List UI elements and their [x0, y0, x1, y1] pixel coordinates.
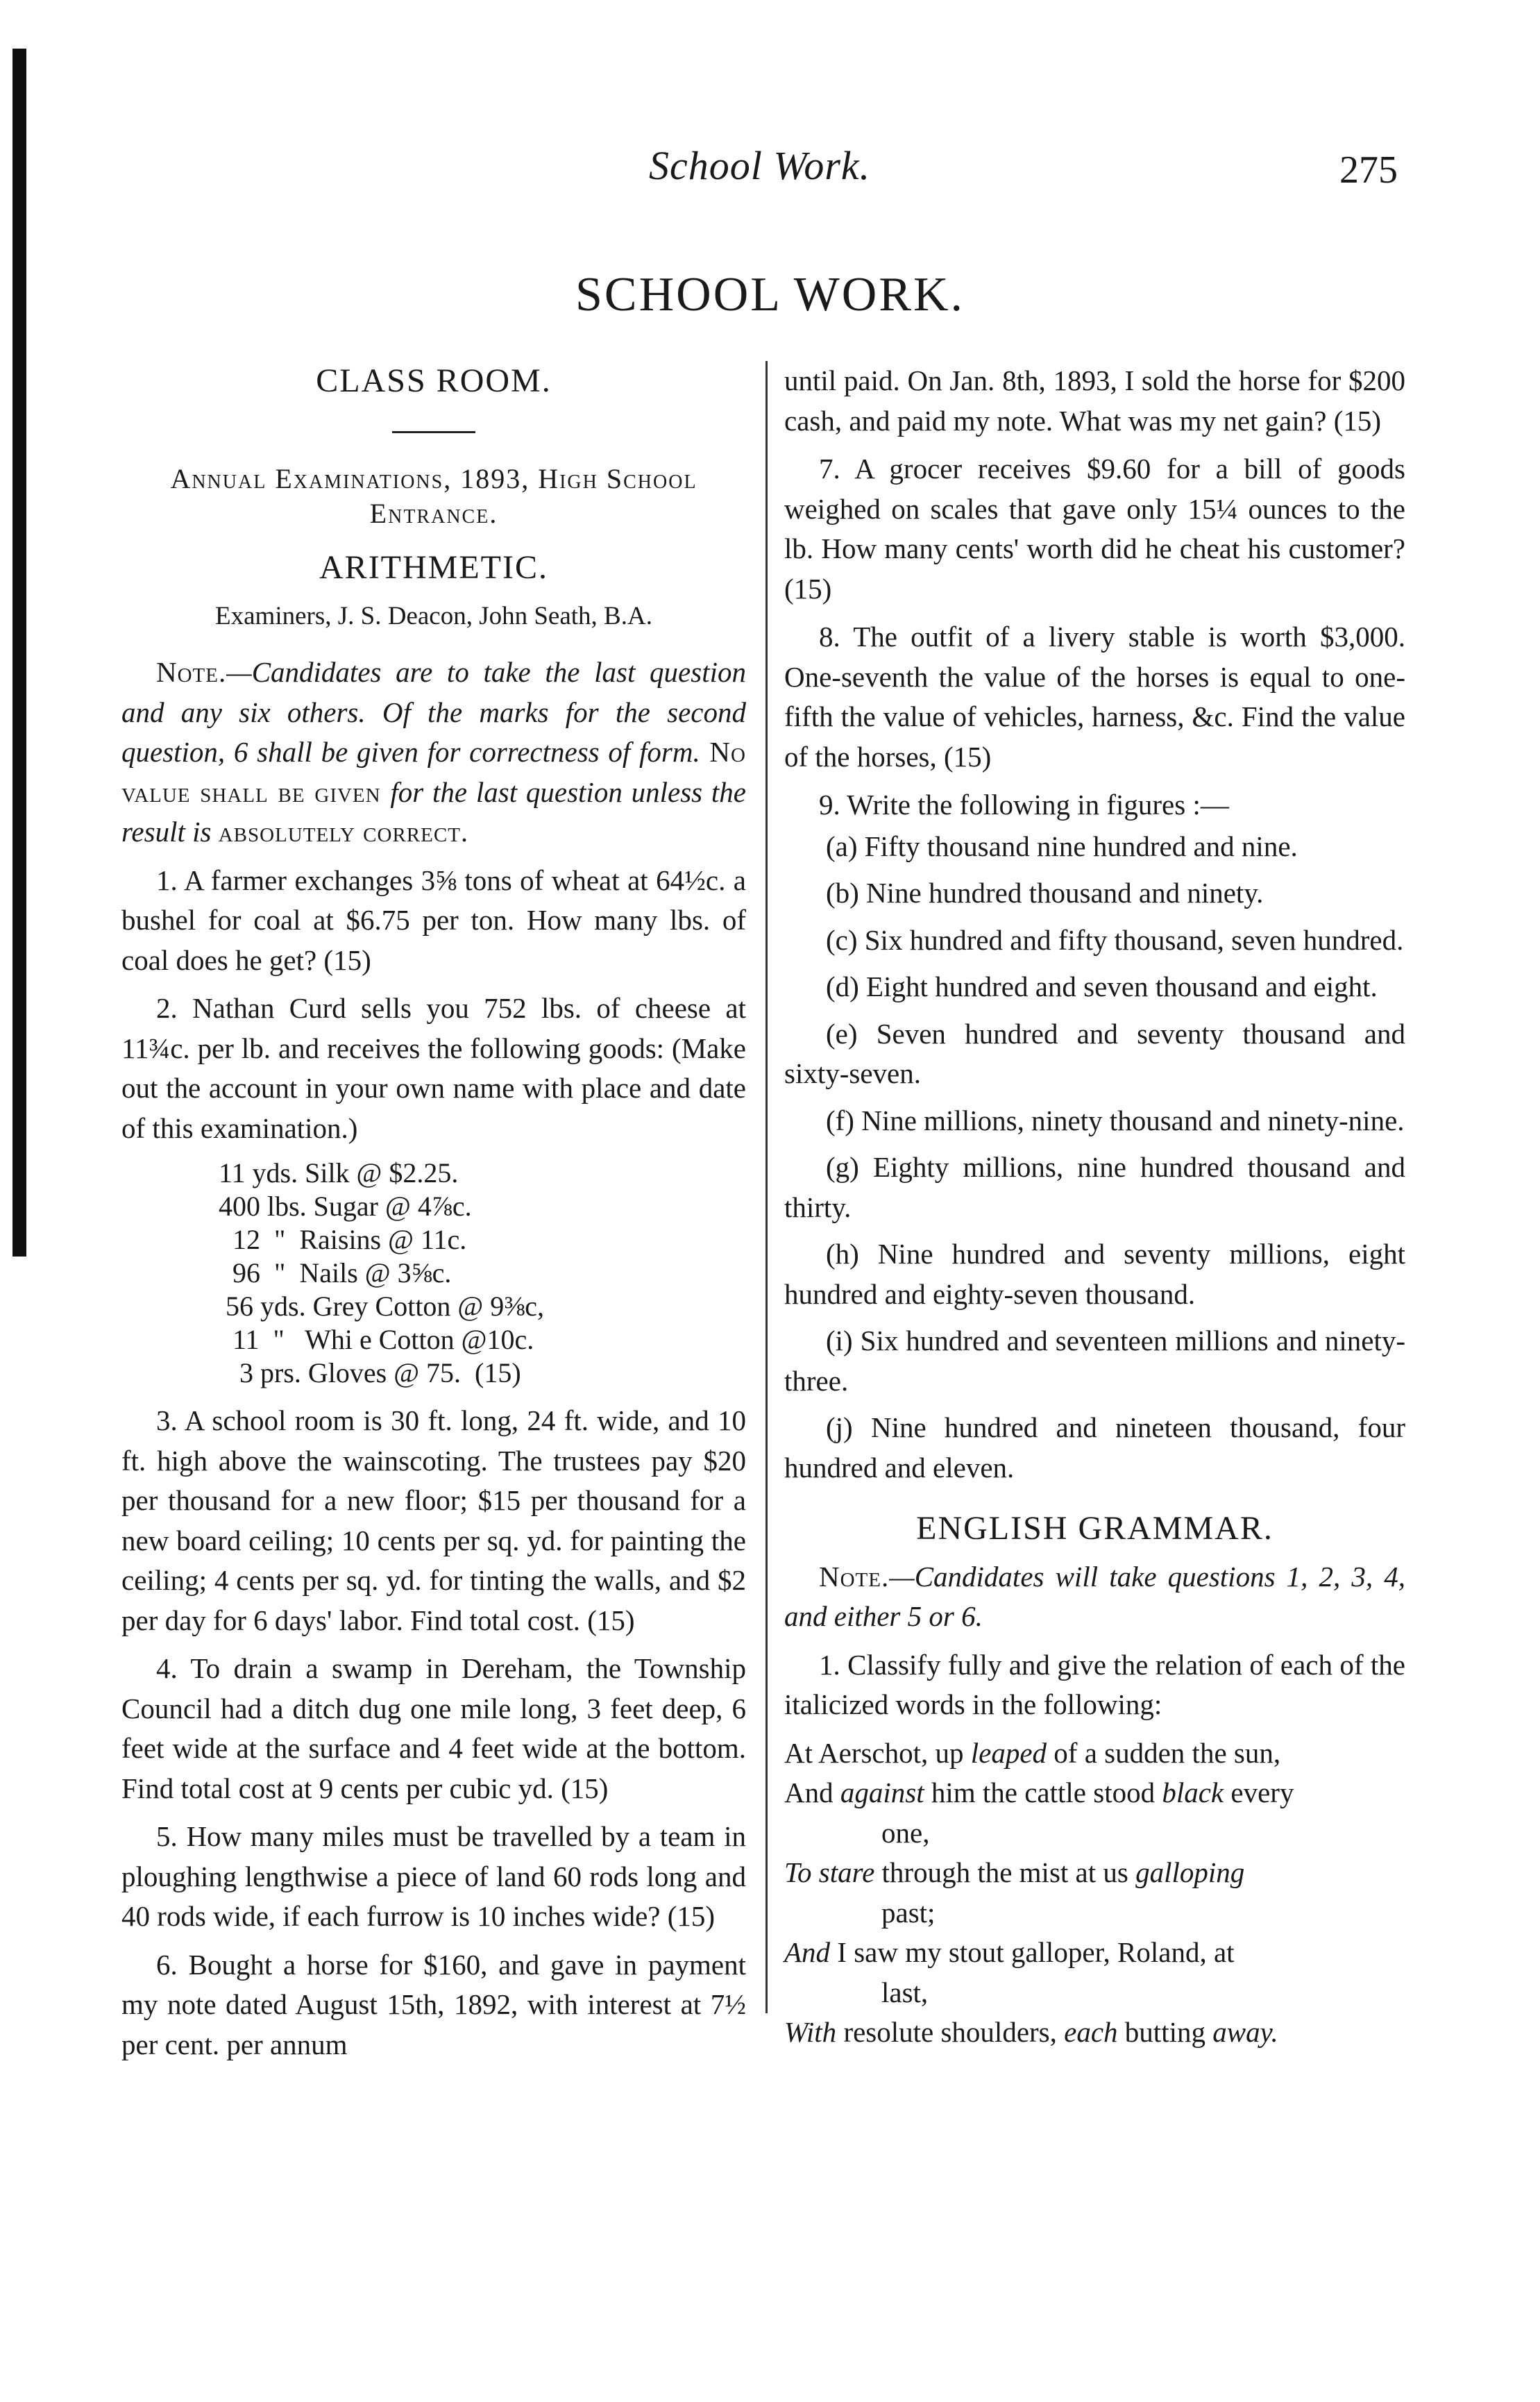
note-caps-1: No value shall be given: [121, 736, 746, 808]
goods-list: [219, 1157, 746, 1390]
question-1: 1. A farmer exchanges 3⅝ tons of wheat at 64½c. a bushel for coal at $6.75 per ton. How many lbs. of coal does he get? (15): [121, 864, 746, 976]
exam-heading: Annual Examinations, 1893, High School Entrance.: [170, 463, 697, 529]
section-dash: [121, 410, 746, 450]
question-9-item: (d) Eight hundred and seven thousand and eight.: [826, 971, 1378, 1002]
question-6: 6. Bought a horse for $160, and gave in payment my note dated August 15th, 1892, with interest at 7½ per cent. per annum: [121, 1948, 746, 2060]
poem-text: every: [1224, 1777, 1294, 1808]
note-label: Note.: [156, 656, 227, 688]
question-8: 8. The outfit of a livery stable is worth $3,000. One-seventh the value of the horses is equal to one-fifth the value of vehicles, harness, &c. Find the value of the horses, (15): [784, 621, 1405, 773]
poem-italic: away.: [1212, 2016, 1278, 2048]
question-9-item: (f) Nine millions, ninety thousand and ninety-nine.: [826, 1104, 1405, 1136]
poem-italic: And: [784, 1936, 831, 1968]
question-9-item: (g) Eighty millions, nine hundred thousand and thirty.: [784, 1151, 1405, 1223]
right-column: [784, 361, 1405, 2053]
poem-text: At Aerschot, up: [784, 1736, 971, 1769]
goods-item: 12 " Raisins @ 11c.: [219, 1224, 467, 1255]
poem-line-continued: last,: [881, 1976, 929, 2008]
goods-item: 56 yds. Grey Cotton @ 9⅜c,: [219, 1291, 545, 1322]
running-head-title: School Work.: [649, 143, 871, 188]
poem-line: [784, 1853, 1405, 1893]
goods-item: 11 " Whi e Cotton @10c.: [219, 1324, 534, 1355]
question-9-item: (b) Nine hundred thousand and ninety.: [826, 877, 1264, 909]
grammar-note: [784, 1557, 1405, 1637]
section-heading: CLASS ROOM.: [316, 362, 552, 399]
poem-line-continued: one,: [881, 1816, 930, 1849]
note-paragraph: [121, 653, 746, 853]
poem-italic: With: [784, 2016, 837, 2048]
note-text-1: —Candidates are to take the last question and any six others. Of the marks for the second question, 6 shall be given for correctness of form.: [121, 656, 746, 768]
question-6-continued: until paid. On Jan. 8th, 1893, I sold the horse for $200 cash, and paid my note. What was my net gain? (15): [784, 364, 1405, 437]
question-5: 5. How many miles must be travelled by a team in ploughing lengthwise a piece of land 60 rods long and 40 rods wide, if each furrow is 10 inches wide? (15): [121, 1820, 746, 1932]
grammar-heading: ENGLISH GRAMMAR.: [916, 1510, 1274, 1547]
poem-text: butting: [1117, 2016, 1213, 2048]
grammar-note-text: —Candidates will take questions 1, 2, 3, 4, and either 5 or 6.: [784, 1560, 1405, 1632]
goods-item: 3 prs. Gloves @ 75. (15): [219, 1357, 521, 1388]
goods-item: 400 lbs. Sugar @ 4⅞c.: [219, 1191, 472, 1222]
question-3: 3. A school room is 30 ft. long, 24 ft. wide, and 10 ft. high above the wainscoting. The trustees pay $20 per thousand for a new floor; $15 per thousand for a new board ceiling; 10 cents per sq. yd. for painting the ceiling; 4 cents per sq. yd. for tinting the walls, and $2 per day for 6 days' labor. Find total cost. (15): [121, 1404, 746, 1636]
left-column: [121, 361, 746, 2073]
poem-italic: To stare: [784, 1856, 875, 1888]
poem-text: And: [784, 1777, 840, 1808]
poem-line: [784, 1773, 1405, 1813]
question-9-item: (i) Six hundred and seventeen millions and ninety-three.: [784, 1325, 1405, 1397]
poem-italic: galloping: [1135, 1856, 1245, 1888]
goods-item: 96 " Nails @ 3⅝c.: [219, 1257, 452, 1288]
poem-italic: against: [840, 1777, 924, 1808]
poem-italic: each: [1064, 2016, 1118, 2048]
goods-item: 11 yds. Silk @ $2.25.: [219, 1157, 459, 1189]
poem-line-continued: past;: [881, 1896, 936, 1929]
poem-line: [784, 1733, 1405, 1774]
main-title: SCHOOL WORK.: [575, 268, 965, 321]
page-number: 275: [1339, 149, 1398, 192]
poem-text: I saw my stout galloper, Roland, at: [830, 1936, 1235, 1968]
poem-text: through the mist at us: [874, 1856, 1136, 1888]
poem-italic: black: [1162, 1777, 1224, 1808]
poem-text: him the cattle stood: [924, 1777, 1162, 1808]
grammar-note-label: Note.: [819, 1560, 890, 1593]
subject-heading: ARITHMETIC.: [319, 549, 548, 586]
poem-text: of a sudden the sun,: [1047, 1736, 1281, 1769]
note-caps-2: absolutely correct.: [218, 816, 469, 848]
column-divider: [765, 361, 768, 2013]
question-7: 7. A grocer receives $9.60 for a bill of goods weighed on scales that gave only 15¼ ounces to the lb. How many cents' worth did he cheat his customer? (15): [784, 453, 1405, 605]
note-text-2: for the last question unless the result is: [121, 775, 746, 848]
poem-line: [784, 1933, 1405, 1973]
poem-italic: leaped: [970, 1736, 1047, 1769]
grammar-question-1: 1. Classify fully and give the relation of each of the italicized words in the following:: [784, 1648, 1405, 1720]
examiners-line: Examiners, J. S. Deacon, John Seath, B.A.: [215, 601, 652, 630]
question-9-item: (h) Nine hundred and seventy millions, eight hundred and eighty-seven thousand.: [784, 1238, 1405, 1310]
question-2: 2. Nathan Curd sells you 752 lbs. of cheese at 11¾c. per lb. and receives the following goods: (Make out the account in your own name with place and date of this examination.): [121, 992, 746, 1144]
question-4: 4. To drain a swamp in Dereham, the Township Council had a ditch dug one mile long, 3 feet deep, 6 feet wide at the surface and 4 feet wide at the bottom. Find total cost at 9 cents per cubic yd. (15): [121, 1652, 746, 1804]
page-spine-edge: [12, 49, 26, 1257]
question-9-item: (j) Nine hundred and nineteen thousand, four hundred and eleven.: [784, 1411, 1405, 1484]
question-9: 9. Write the following in figures :—: [819, 789, 1229, 821]
poem-line: [784, 2013, 1405, 2053]
question-9-item: (c) Six hundred and fifty thousand, seven hundred.: [826, 923, 1404, 956]
poem-text: resolute shoulders,: [836, 2016, 1065, 2048]
question-9-item: (a) Fifty thousand nine hundred and nine.: [826, 830, 1298, 862]
running-head: [0, 142, 1540, 198]
question-9-item: (e) Seven hundred and seventy thousand and sixty-seven.: [784, 1017, 1405, 1089]
poem: [784, 1733, 1405, 2053]
